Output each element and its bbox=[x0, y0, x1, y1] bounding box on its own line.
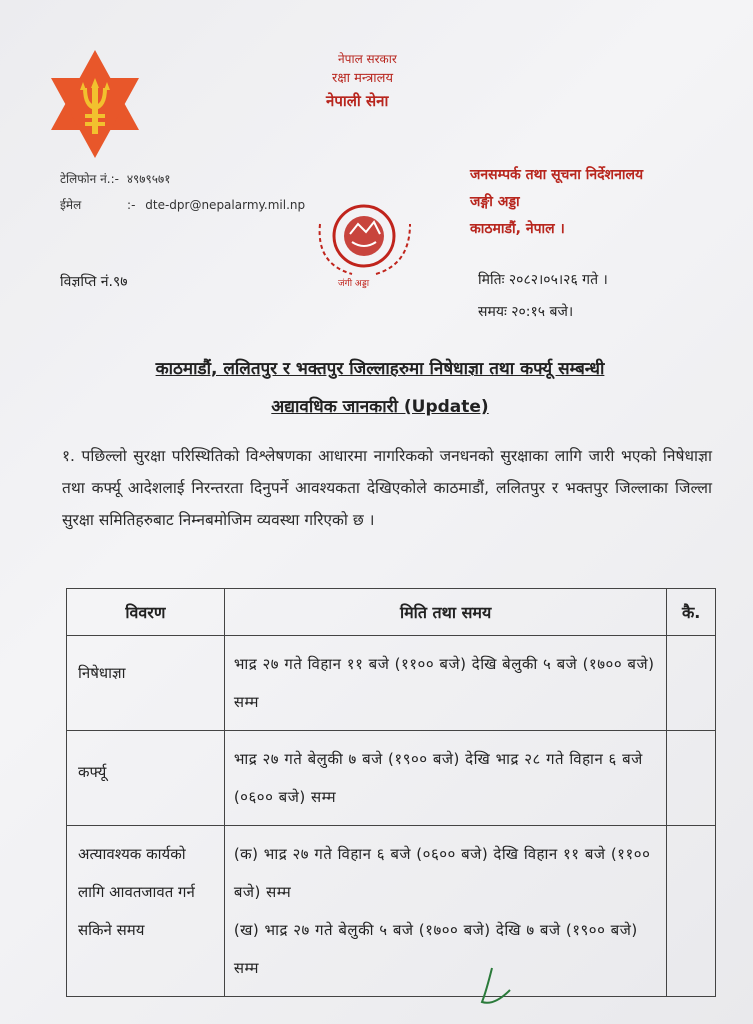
row-label: अत्यावश्यक कार्यको लागि आवतजावत गर्न सकिने समय bbox=[67, 826, 225, 997]
phone-row bbox=[60, 170, 171, 187]
table-row bbox=[67, 636, 716, 731]
directorate-place: जङ्गी अड्डा bbox=[470, 194, 520, 210]
header-description: विवरण bbox=[67, 589, 225, 636]
government-label: नेपाल सरकार bbox=[338, 52, 397, 66]
notice-date: मितिः २०८२।०५।२६ गते । bbox=[478, 272, 608, 288]
phone-label: टेलिफोन नं.:- bbox=[60, 172, 119, 186]
directorate-seal bbox=[302, 194, 422, 294]
email-sep: :- bbox=[127, 198, 136, 212]
schedule-table bbox=[66, 588, 716, 997]
table-row bbox=[67, 826, 716, 997]
row-remark bbox=[667, 731, 716, 826]
phone-value: ४९७९५७१ bbox=[126, 172, 171, 186]
header-remarks: कै. bbox=[667, 589, 716, 636]
table-header-row bbox=[67, 589, 716, 636]
notice-number: विज्ञप्ति नं.९७ bbox=[60, 274, 128, 290]
signature-mark bbox=[470, 962, 530, 1012]
ministry-label: रक्षा मन्त्रालय bbox=[332, 71, 394, 86]
row-label: कर्फ्यू bbox=[67, 731, 225, 826]
table-row bbox=[67, 731, 716, 826]
row-time: भाद्र २७ गते विहान ११ बजे (११०० बजे) देखि बेलुकी ५ बजे (१७०० बजे) सम्म bbox=[224, 636, 667, 731]
notice-time: समयः २०:१५ बजे। bbox=[478, 304, 574, 320]
nepal-army-emblem bbox=[45, 48, 145, 160]
email-value: dte-dpr@nepalarmy.mil.np bbox=[145, 198, 306, 212]
notice-title-line1: काठमाडौं, ललितपुर र भक्तपुर जिल्लाहरुमा निषेधाज्ञा तथा कर्फ्यू सम्बन्धी bbox=[155, 359, 605, 379]
row-label: निषेधाज्ञा bbox=[67, 636, 225, 731]
row-time: भाद्र २७ गते बेलुकी ७ बजे (१९०० बजे) देखि भाद्र २८ गते विहान ६ बजे (०६०० बजे) सम्म bbox=[224, 731, 667, 826]
notice-title-line2: अद्यावधिक जानकारी (Update) bbox=[271, 397, 489, 417]
email-label: ईमेल bbox=[60, 198, 82, 212]
directorate-name: जनसम्पर्क तथा सूचना निर्देशनालय bbox=[470, 167, 644, 183]
row-remark bbox=[667, 826, 716, 997]
notice-paragraph: १. पछिल्लो सुरक्षा परिस्थितिको विश्लेषणका आधारमा नागरिकको जनधनको सुरक्षाका लागि जारी भएको निषेधाज्ञा तथा कर्फ्यू आदेशलाई निरन्तरता दिनुपर्ने आवश्यकता देखिएकोले काठमाडौं, ललितपुर र भक्तपुर जिल्लाका जिल्ला सुरक्षा समितिहरुबाट निम्नबमोजिम व्यवस्था गरिएको छ । bbox=[62, 447, 712, 529]
row-time-a: (क) भाद्र २७ गते विहान ६ बजे (०६०० बजे) देखि विहान ११ बजे (११०० बजे) सम्म bbox=[233, 845, 651, 901]
directorate-city: काठमाडौं, नेपाल । bbox=[470, 221, 565, 237]
seal-bottom-text: जंगी अड्डा bbox=[338, 279, 370, 289]
row-remark bbox=[667, 636, 716, 731]
header-date-time: मिति तथा समय bbox=[224, 589, 667, 636]
email-row bbox=[60, 196, 305, 213]
row-time bbox=[224, 826, 667, 997]
row-time-b: (ख) भाद्र २७ गते बेलुकी ५ बजे (१७०० बजे) देखि ७ बजे (१९०० बजे) सम्म bbox=[233, 921, 638, 977]
army-label: नेपाली सेना bbox=[326, 92, 389, 110]
